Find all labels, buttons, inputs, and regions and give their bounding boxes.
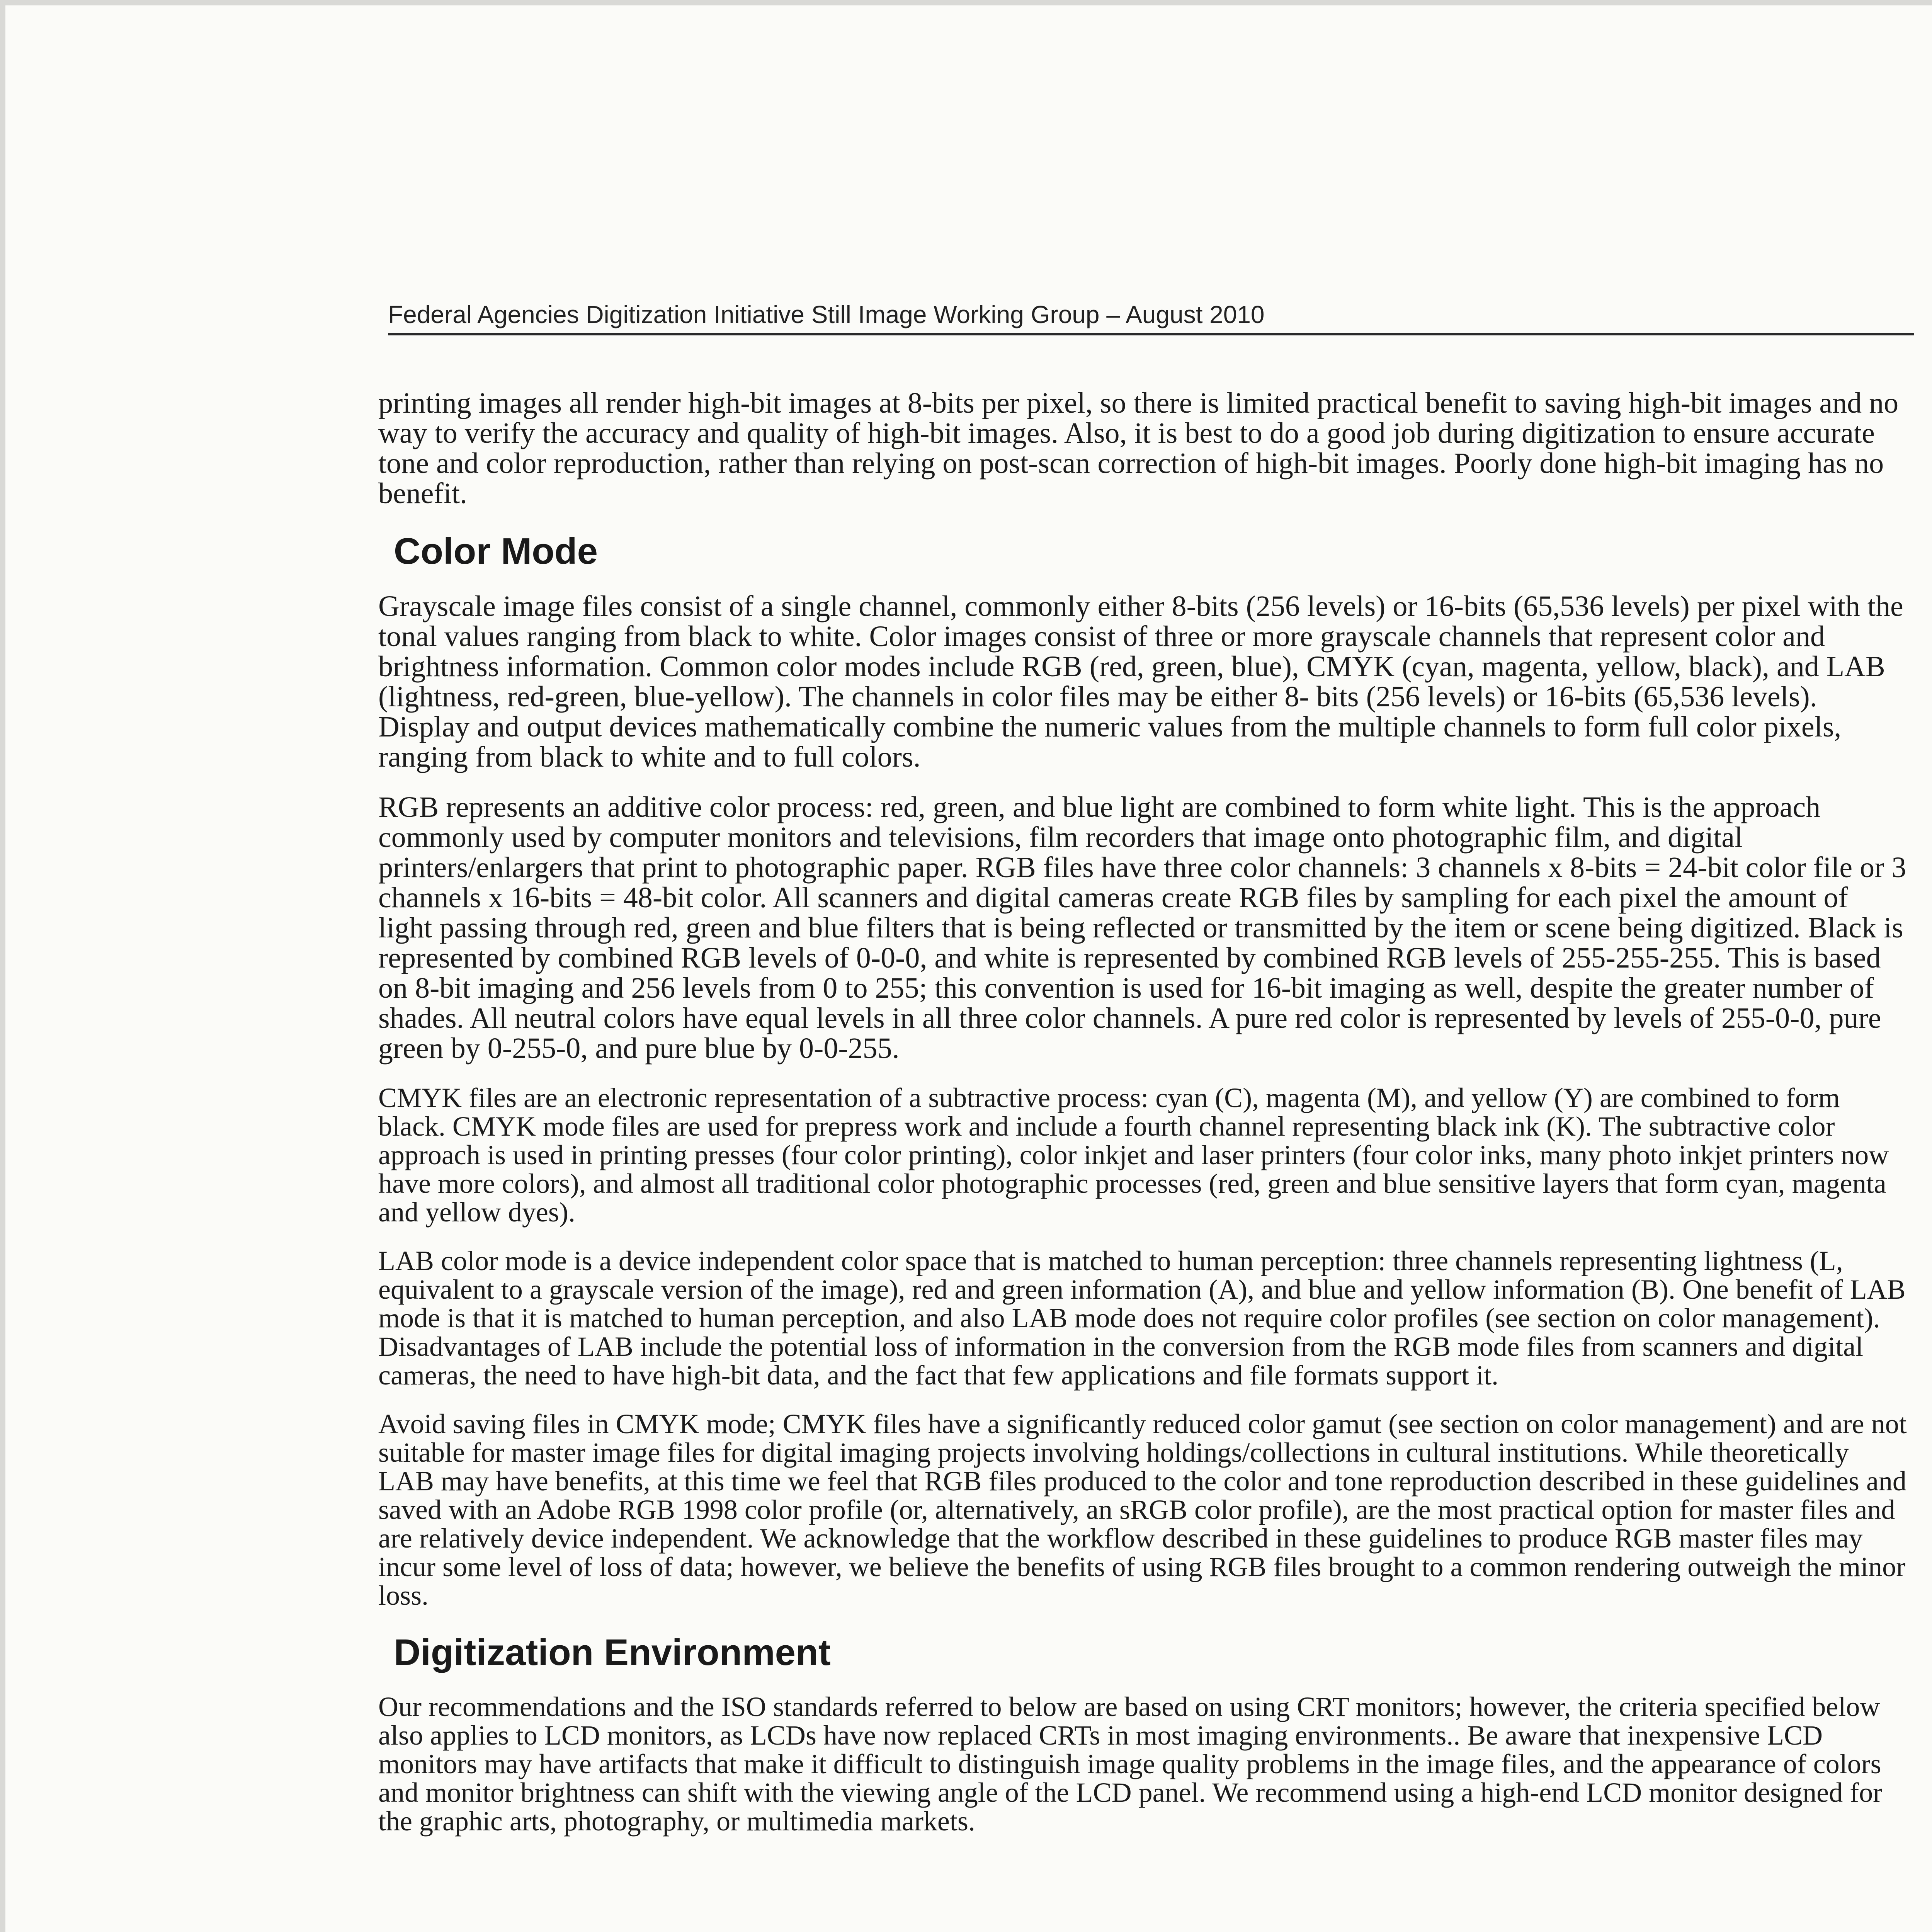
avoid-cmyk-paragraph: Avoid saving files in CMYK mode; CMYK files have a significantly reduced color gamut (see section on color management) and are not suitable for master image files for digital imaging projects involving holdings/collections in cultural institutions. While theoretically LAB may have benefits, at this time we feel that RGB files produced to the color and tone reproduction described in these guidelines and saved with an Adobe RGB 1998 color profile (or, alternatively, an sRGB color profile), are the most practical option for master files and are relatively device independent. We acknowledge that the workflow described in these guidelines to produce RGB master files may incur some level of loss of data; however, we believe the benefits of using RGB files brought to a common rendering outweigh the minor loss. bbox=[378, 1408, 1907, 1611]
running-header: Federal Agencies Digitization Initiative Still Image Working Group – August 2010 bbox=[388, 299, 1914, 335]
intro-paragraph: printing images all render high-bit images at 8-bits per pixel, so there is limited practical benefit to saving high-bit images and no way to verify the accuracy and quality of high-bit images. Also, it is best to do a good job during digitization to ensure accurate tone and color reproduction, rather than relying on post-scan correction of high-bit images. Poorly done high-bit imaging has no benefit. bbox=[378, 387, 1899, 510]
environment-paragraph: Our recommendations and the ISO standards referred to below are based on using CRT monitors; however, the criteria specified below also applies to LCD monitors, as LCDs have now replaced CRTs in most imaging environments.. Be aware that inexpensive LCD monitors may have artifacts that make it difficult to distinguish image quality problems in the image files, and the appearance of colors and monitor brightness can shift with the viewing angle of the LCD panel. We recommend using a high-end LCD monitor designed for the graphic arts, photography, or multimedia markets. bbox=[378, 1691, 1883, 1837]
section-heading-color-mode: Color Mode bbox=[394, 531, 598, 572]
grayscale-paragraph: Grayscale image files consist of a single channel, commonly either 8-bits (256 levels) or 16-bits (65,536 levels) per pixel with the tonal values ranging from black to white. Color images consist of three or more grayscale channels that represent color and brightness information. Common color modes include RGB (red, green, blue), CMYK (cyan, magenta, yellow, black), and LAB (lightness, red-green, blue-yellow). The channels in color files may be either 8- bits (256 levels) or 16-bits (65,536 levels). Display and output devices mathematically combine the numeric values from the multiple channels to form full color pixels, ranging from black to white and to full colors. bbox=[378, 590, 1903, 773]
cmyk-paragraph: CMYK files are an electronic representation of a subtractive process: cyan (C), magenta (M), and yellow (Y) are combined to form black. CMYK mode files are used for prepress work and include a fourth channel representing black ink (K). The subtractive color approach is used in printing presses (four color printing), color inkjet and laser printers (four color inks, many photo inkjet printers now have more colors), and almost all traditional color photographic processes (red, green and blue sensitive layers that form cyan, magenta and yellow dyes). bbox=[378, 1082, 1889, 1228]
section-heading-digitization-environment: Digitization Environment bbox=[394, 1632, 831, 1673]
rgb-paragraph: RGB represents an additive color process: red, green, and blue light are combined to form white light. This is the approach commonly used by computer monitors and televisions, film recorders that image onto photographic film, and digital printers/enlargers that print to photographic paper. RGB files have three color channels: 3 channels x 8-bits = 24-bit color file or 3 channels x 16-bits = 48-bit color. All scanners and digital cameras create RGB files by sampling for each pixel the amount of light passing through red, green and blue filters that is being reflected or transmitted by the item or scene being digitized. Black is represented by combined RGB levels of 0-0-0, and white is represented by combined RGB levels of 255-255-255. This is based on 8-bit imaging and 256 levels from 0 to 255; this convention is used for 16-bit imaging as well, despite the greater number of shades. All neutral colors have equal levels in all three color channels. A pure red color is represented by levels of 255-0-0, pure green by 0-255-0, and pure blue by 0-0-255. bbox=[378, 791, 1906, 1065]
document-page bbox=[5, 5, 1932, 1932]
lab-paragraph: LAB color mode is a device independent color space that is matched to human perception: three channels representing lightness (L, equivalent to a grayscale version of the image), red and green information (A), and blue and yellow information (B). One benefit of LAB mode is that it is matched to human perception, and also LAB mode does not require color profiles (see section on color management). Disadvantages of LAB include the potential loss of information in the conversion from the RGB mode files from scanners and digital cameras, the need to have high-bit data, and the fact that few applications and file formats support it. bbox=[378, 1245, 1906, 1391]
page-content bbox=[378, 388, 1908, 1855]
